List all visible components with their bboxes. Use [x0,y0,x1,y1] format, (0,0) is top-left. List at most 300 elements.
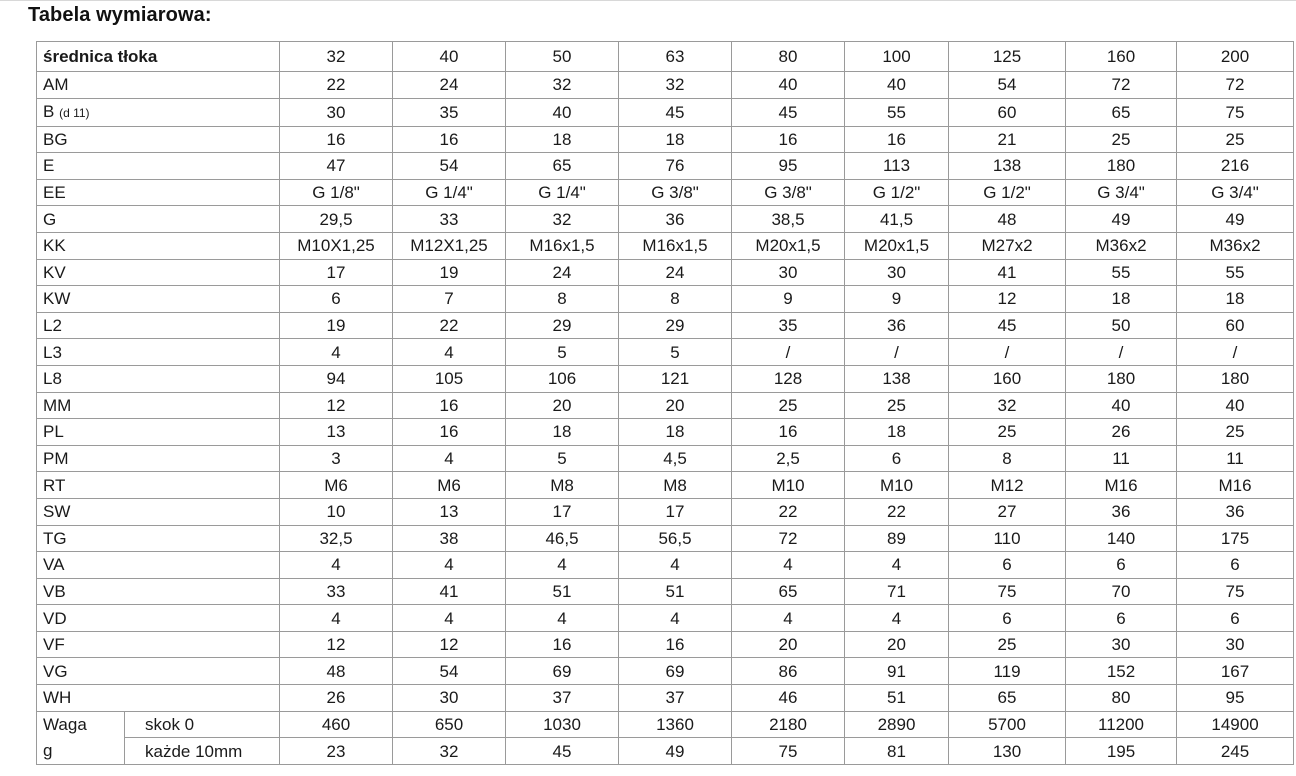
table-cell: 167 [1177,658,1294,685]
row-label-cell [37,339,280,366]
table-cell: 6 [1066,552,1177,579]
table-cell: 75 [732,738,845,765]
table-cell: 41 [949,259,1066,286]
row-label-cell [37,98,280,126]
table-cell: M16 [1177,472,1294,499]
table-cell: 40 [845,72,949,99]
table-cell: 25 [732,392,845,419]
table-cell: 16 [393,419,506,446]
row-label: TG [43,528,67,548]
row-label-cell [37,153,280,180]
table-cell: 26 [1066,419,1177,446]
table-cell: 41 [393,578,506,605]
row-label-cell [37,126,280,153]
page-title: Tabela wymiarowa: [28,4,212,26]
table-cell: 17 [619,498,732,525]
table-cell: 40 [1177,392,1294,419]
table-row [37,312,1294,339]
table-cell: 4 [619,552,732,579]
table-cell: 113 [845,153,949,180]
table-cell: 4,5 [619,445,732,472]
table-cell: G 1/2" [845,179,949,206]
table-cell: 18 [1177,286,1294,313]
table-cell: 54 [949,72,1066,99]
row-label: E [43,156,55,176]
table-row [37,153,1294,180]
table-cell: M8 [619,472,732,499]
table-cell: 32 [506,206,619,233]
table-row [37,498,1294,525]
table-cell: 45 [506,738,619,765]
table-cell: 40 [1066,392,1177,419]
row-label-cell [37,472,280,499]
table-cell: 71 [845,578,949,605]
header-cell: 160 [1066,42,1177,72]
table-cell: 29,5 [280,206,393,233]
table-cell: 16 [619,631,732,658]
row-label: KK [43,236,66,256]
table-cell: 18 [619,126,732,153]
table-cell: 72 [1177,72,1294,99]
table-cell: M36x2 [1177,232,1294,259]
table-cell: 140 [1066,525,1177,552]
header-cell: 80 [732,42,845,72]
table-cell: 36 [619,206,732,233]
table-cell: 30 [845,259,949,286]
table-cell: 4 [732,605,845,632]
weight-sublabel: skok 0 [125,711,280,738]
table-cell: 95 [732,153,845,180]
row-label: PM [43,449,69,469]
table-cell: 6 [1177,552,1294,579]
table-cell: / [845,339,949,366]
table-cell: 138 [949,153,1066,180]
table-cell: 32 [619,72,732,99]
table-cell: 2,5 [732,445,845,472]
header-cell: 50 [506,42,619,72]
table-cell: 21 [949,126,1066,153]
table-cell: 55 [1177,259,1294,286]
row-label: SW [43,502,71,522]
table-cell: 5 [619,339,732,366]
table-cell: M27x2 [949,232,1066,259]
table-cell: 160 [949,365,1066,392]
table-cell: G 3/8" [732,179,845,206]
row-label: AM [43,75,69,95]
row-label: VD [43,608,67,628]
row-label-cell [37,419,280,446]
table-cell: 1360 [619,711,732,738]
table-cell: 4 [393,339,506,366]
row-label: B [43,101,55,121]
table-cell: G 1/8" [280,179,393,206]
table-cell: 12 [280,631,393,658]
table-cell: 152 [1066,658,1177,685]
table-cell: 4 [280,552,393,579]
table-cell: 16 [732,126,845,153]
table-cell: 2180 [732,711,845,738]
table-cell: 18 [1066,286,1177,313]
table-cell: 18 [506,126,619,153]
table-cell: M16x1,5 [506,232,619,259]
table-body [37,42,1294,765]
row-label: BG [43,129,68,149]
table-cell: 29 [619,312,732,339]
table-cell: 4 [506,552,619,579]
table-cell: 4 [393,605,506,632]
table-cell: 16 [506,631,619,658]
table-cell: 16 [280,126,393,153]
row-label-cell [37,312,280,339]
table-cell: 3 [280,445,393,472]
table-cell: 14900 [1177,711,1294,738]
table-cell: 12 [949,286,1066,313]
table-cell: 195 [1066,738,1177,765]
table-cell: 8 [506,286,619,313]
table-cell: 49 [1066,206,1177,233]
table-cell: M16 [1066,472,1177,499]
table-cell: 4 [845,605,949,632]
table-cell: 106 [506,365,619,392]
table-cell: 20 [619,392,732,419]
row-label: G [43,209,57,229]
table-cell: 12 [280,392,393,419]
table-cell: 245 [1177,738,1294,765]
table-cell: 45 [732,98,845,126]
table-cell: / [732,339,845,366]
row-label: VB [43,581,66,601]
table-cell: M6 [393,472,506,499]
table-cell: M10 [732,472,845,499]
table-cell: 25 [949,631,1066,658]
row-label: VF [43,635,65,655]
table-cell: 12 [393,631,506,658]
header-cell: 40 [393,42,506,72]
table-cell: M36x2 [1066,232,1177,259]
table-row [37,578,1294,605]
table-cell: 32 [949,392,1066,419]
table-cell: 55 [845,98,949,126]
table-cell: 138 [845,365,949,392]
row-label-cell [37,365,280,392]
table-row [37,605,1294,632]
row-label-cell [37,179,280,206]
row-label-cell [37,605,280,632]
table-cell: 30 [280,98,393,126]
table-cell: G 1/4" [506,179,619,206]
table-cell: 8 [949,445,1066,472]
table-cell: 69 [506,658,619,685]
table-cell: 54 [393,153,506,180]
table-row [37,365,1294,392]
table-row [37,419,1294,446]
table-cell: 75 [949,578,1066,605]
table-cell: 6 [845,445,949,472]
table-cell: 119 [949,658,1066,685]
weight-row [37,711,1294,738]
row-label: VA [43,555,65,575]
table-cell: 40 [732,72,845,99]
table-cell: 20 [506,392,619,419]
table-cell: 91 [845,658,949,685]
row-label: RT [43,475,66,495]
table-cell: 4 [393,552,506,579]
weight-row [37,738,1294,765]
table-cell: 40 [506,98,619,126]
table-cell: 65 [1066,98,1177,126]
table-cell: 20 [732,631,845,658]
table-cell: 48 [949,206,1066,233]
table-cell: 30 [1066,631,1177,658]
table-cell: 25 [1177,126,1294,153]
header-cell: 63 [619,42,732,72]
row-label-sub: (d 11) [59,105,90,120]
table-cell: 24 [619,259,732,286]
table-cell: 19 [393,259,506,286]
table-cell: / [949,339,1066,366]
table-cell: 81 [845,738,949,765]
table-cell: 80 [1066,685,1177,712]
table-cell: 180 [1177,365,1294,392]
table-cell: 33 [280,578,393,605]
table-row [37,72,1294,99]
header-cell: 200 [1177,42,1294,72]
table-cell: G 1/2" [949,179,1066,206]
table-row [37,552,1294,579]
table-cell: 8 [619,286,732,313]
row-label: L8 [43,369,62,389]
table-row [37,286,1294,313]
weight-label: Waga [37,711,125,738]
table-cell: 16 [845,126,949,153]
table-cell: M6 [280,472,393,499]
table-cell: 180 [1066,153,1177,180]
table-cell: 25 [845,392,949,419]
table-cell: 46,5 [506,525,619,552]
table-cell: M10 [845,472,949,499]
table-cell: 47 [280,153,393,180]
table-cell: 56,5 [619,525,732,552]
table-cell: 25 [1177,419,1294,446]
table-cell: 46 [732,685,845,712]
table-cell: 24 [393,72,506,99]
row-label: PL [43,422,64,442]
table-cell: 6 [280,286,393,313]
table-cell: 30 [732,259,845,286]
table-cell: 69 [619,658,732,685]
row-label-cell [37,286,280,313]
table-cell: 70 [1066,578,1177,605]
table-cell: 60 [1177,312,1294,339]
table-cell: 75 [1177,98,1294,126]
row-label: WH [43,688,72,708]
table-cell: 35 [732,312,845,339]
table-cell: 5700 [949,711,1066,738]
table-cell: G 3/4" [1066,179,1177,206]
table-cell: 9 [845,286,949,313]
weight-sublabel: każde 10mm [125,738,280,765]
table-cell: 22 [280,72,393,99]
table-cell: 32,5 [280,525,393,552]
table-cell: 13 [280,419,393,446]
table-cell: 11 [1177,445,1294,472]
table-cell: 30 [1177,631,1294,658]
table-cell: 4 [619,605,732,632]
table-cell: G 3/4" [1177,179,1294,206]
table-cell: 26 [280,685,393,712]
table-cell: 16 [393,392,506,419]
table-cell: 55 [1066,259,1177,286]
table-cell: M20x1,5 [732,232,845,259]
table-cell: 17 [280,259,393,286]
table-cell: 75 [1177,578,1294,605]
table-cell: 105 [393,365,506,392]
table-cell: 23 [280,738,393,765]
table-cell: 29 [506,312,619,339]
table-cell: 20 [845,631,949,658]
table-cell: 49 [1177,206,1294,233]
table-row [37,206,1294,233]
table-row [37,445,1294,472]
table-cell: 1030 [506,711,619,738]
table-cell: 49 [619,738,732,765]
table-row [37,631,1294,658]
table-cell: 25 [1066,126,1177,153]
table-cell: 5 [506,445,619,472]
table-cell: 48 [280,658,393,685]
table-cell: 76 [619,153,732,180]
row-label-cell [37,259,280,286]
table-cell: 36 [1177,498,1294,525]
table-cell: 51 [619,578,732,605]
table-row [37,98,1294,126]
table-cell: 9 [732,286,845,313]
table-cell: 4 [280,605,393,632]
table-cell: / [1066,339,1177,366]
table-cell: 50 [1066,312,1177,339]
row-label-cell [37,631,280,658]
table-row [37,472,1294,499]
table-cell: 32 [393,738,506,765]
table-cell: 38 [393,525,506,552]
table-cell: G 3/8" [619,179,732,206]
table-cell: 24 [506,259,619,286]
table-cell: 11 [1066,445,1177,472]
table-cell: 35 [393,98,506,126]
header-cell: 100 [845,42,949,72]
table-row [37,658,1294,685]
table-cell: 16 [393,126,506,153]
table-cell: 22 [393,312,506,339]
table-cell: 37 [619,685,732,712]
table-cell: 180 [1066,365,1177,392]
row-label-cell [37,578,280,605]
top-divider [0,0,1296,1]
table-cell: 37 [506,685,619,712]
table-cell: 72 [732,525,845,552]
table-cell: 30 [393,685,506,712]
table-cell: 27 [949,498,1066,525]
row-label-cell [37,445,280,472]
table-cell: 460 [280,711,393,738]
table-row [37,685,1294,712]
table-row [37,126,1294,153]
table-cell: 4 [732,552,845,579]
row-label-cell [37,658,280,685]
table-cell: / [1177,339,1294,366]
table-cell: 18 [506,419,619,446]
table-cell: G 1/4" [393,179,506,206]
table-cell: 5 [506,339,619,366]
table-cell: 25 [949,419,1066,446]
table-cell: 13 [393,498,506,525]
table-cell: 54 [393,658,506,685]
table-cell: 175 [1177,525,1294,552]
table-cell: 6 [949,605,1066,632]
table-cell: 16 [732,419,845,446]
table-cell: 2890 [845,711,949,738]
table-cell: 216 [1177,153,1294,180]
row-label: L3 [43,342,62,362]
table-cell: 45 [619,98,732,126]
table-cell: 19 [280,312,393,339]
table-cell: 65 [949,685,1066,712]
table-cell: 95 [1177,685,1294,712]
dimension-table [36,41,1294,765]
row-label-cell [37,685,280,712]
table-cell: 6 [1177,605,1294,632]
table-cell: 110 [949,525,1066,552]
header-cell: 125 [949,42,1066,72]
table-row [37,392,1294,419]
table-cell: 36 [1066,498,1177,525]
table-row [37,525,1294,552]
table-cell: 51 [845,685,949,712]
table-cell: M20x1,5 [845,232,949,259]
table-cell: 130 [949,738,1066,765]
table-cell: 22 [845,498,949,525]
table-cell: M12X1,25 [393,232,506,259]
table-cell: 32 [506,72,619,99]
row-label-cell [37,552,280,579]
table-cell: M10X1,25 [280,232,393,259]
table-cell: 18 [845,419,949,446]
table-cell: M12 [949,472,1066,499]
row-label-cell [37,232,280,259]
table-cell: 41,5 [845,206,949,233]
table-cell: 10 [280,498,393,525]
table-row [37,179,1294,206]
table-cell: 86 [732,658,845,685]
table-cell: 121 [619,365,732,392]
row-label: EE [43,183,66,203]
table-row [37,259,1294,286]
table-cell: 4 [393,445,506,472]
table-cell: 4 [280,339,393,366]
table-cell: 65 [506,153,619,180]
table-cell: 89 [845,525,949,552]
table-cell: 4 [506,605,619,632]
row-label-cell [37,206,280,233]
table-cell: M8 [506,472,619,499]
header-cell: 32 [280,42,393,72]
table-cell: 33 [393,206,506,233]
row-label: L2 [43,316,62,336]
table-cell: 128 [732,365,845,392]
table-cell: 7 [393,286,506,313]
header-label: średnica tłoka [37,42,280,72]
table-cell: 94 [280,365,393,392]
